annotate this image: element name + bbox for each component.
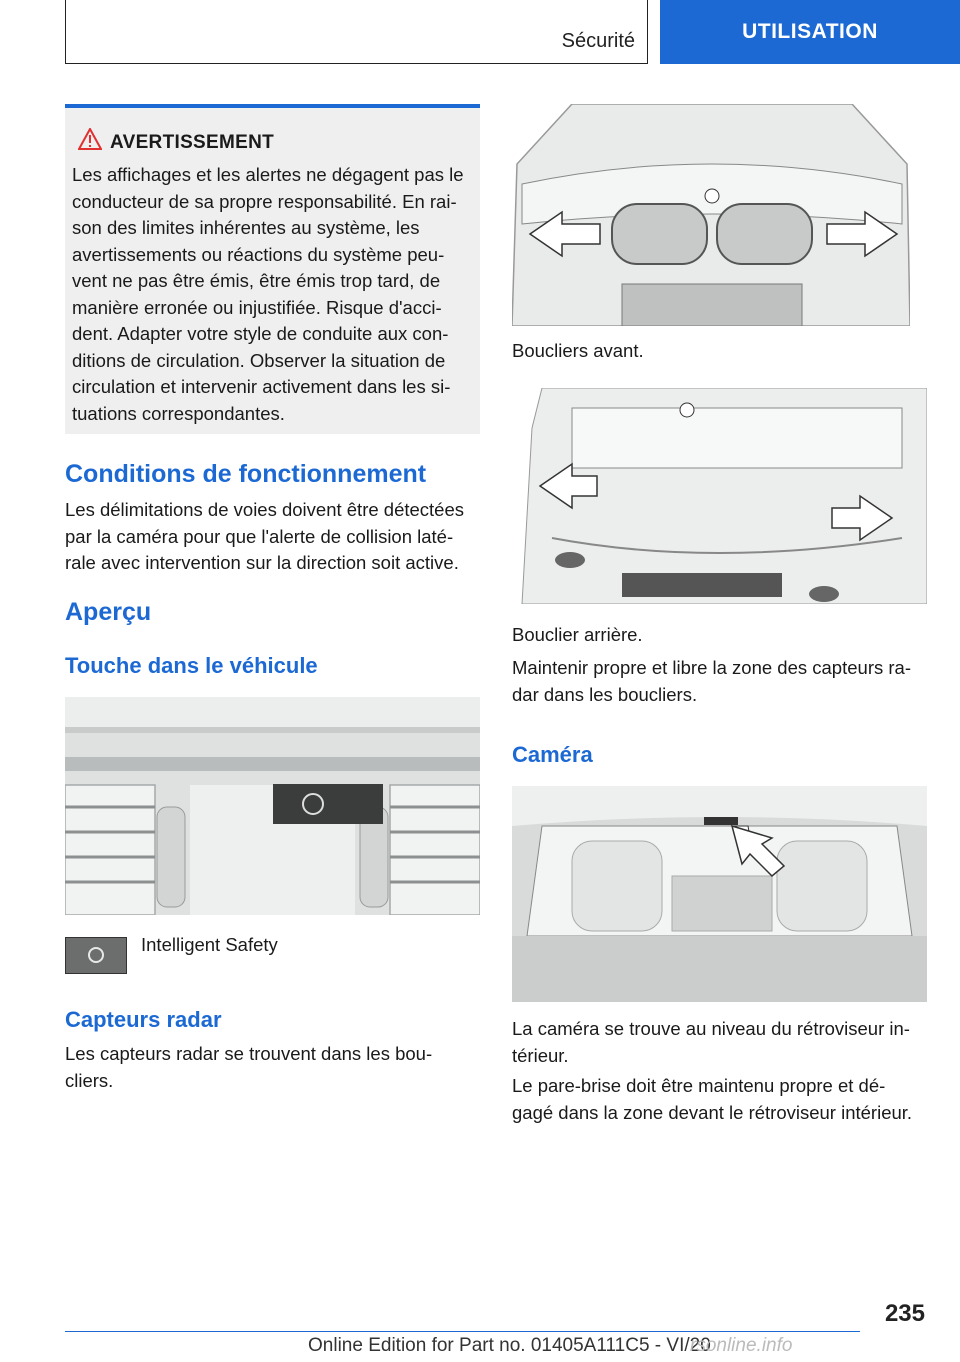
rear-caption: Bouclier arrière.	[512, 624, 643, 645]
rear-bumper-figure	[512, 388, 927, 604]
footer-watermark: rsonline.info	[690, 1335, 793, 1356]
radar-text: Les capteurs radar se trouvent dans les bou- cliers.	[65, 1043, 433, 1091]
conditions-heading: Conditions de fonctionnement	[65, 460, 427, 488]
dashboard-figure	[65, 697, 480, 915]
button-label: Intelligent Safety	[141, 934, 278, 955]
header-box	[65, 0, 648, 64]
page-number: 235	[884, 1300, 925, 1327]
touche-heading: Touche dans le véhicule	[65, 653, 318, 678]
front-bumper-figure	[512, 104, 910, 326]
front-caption: Boucliers avant.	[512, 340, 644, 361]
header-tab[interactable]: UTILISATION	[660, 0, 960, 64]
apercu-heading: Aperçu	[65, 598, 152, 626]
footer-edition: Online Edition for Part no. 01405A111C5 - VI/20	[308, 1335, 711, 1356]
rear-text: Maintenir propre et libre la zone des capteurs ra- dar dans les boucliers.	[512, 657, 911, 705]
radar-heading: Capteurs radar	[65, 1007, 222, 1032]
conditions-text: Les délimitations de voies doivent être détectées par la caméra pour que l'alerte de collision laté- rale avec intervention sur la direction soit active.	[65, 499, 465, 573]
warning-icon	[78, 128, 102, 150]
camera-text-2: Le pare-brise doit être maintenu propre et dé- gagé dans la zone devant le rétroviseur intérieur.	[512, 1075, 913, 1123]
warning-title: AVERTISSEMENT	[110, 132, 275, 153]
camera-figure	[512, 786, 927, 1002]
camera-text-1: La caméra se trouve au niveau du rétroviseur in- térieur.	[512, 1018, 910, 1066]
warning-text: Les affichages et les alertes ne dégagent pas le conducteur de sa propre responsabilité. En rai- son des limites inhérentes au système, les avertissements ou réactions du système peu- vent ne pas être émis, être émis trop tard, de manière erronée ou injustifiée. Risque d'acci- dent. Adapter votre style de conduite aux con- ditions de circulation. Observer la situation de circulation et intervenir activement dans les si- tuations correspondantes.	[72, 164, 464, 424]
intelligent-safety-button[interactable]	[65, 937, 127, 974]
car-safety-icon	[88, 947, 104, 963]
header-section: Sécurité	[561, 30, 635, 52]
footer-divider	[65, 1331, 860, 1332]
camera-heading: Caméra	[512, 742, 593, 767]
